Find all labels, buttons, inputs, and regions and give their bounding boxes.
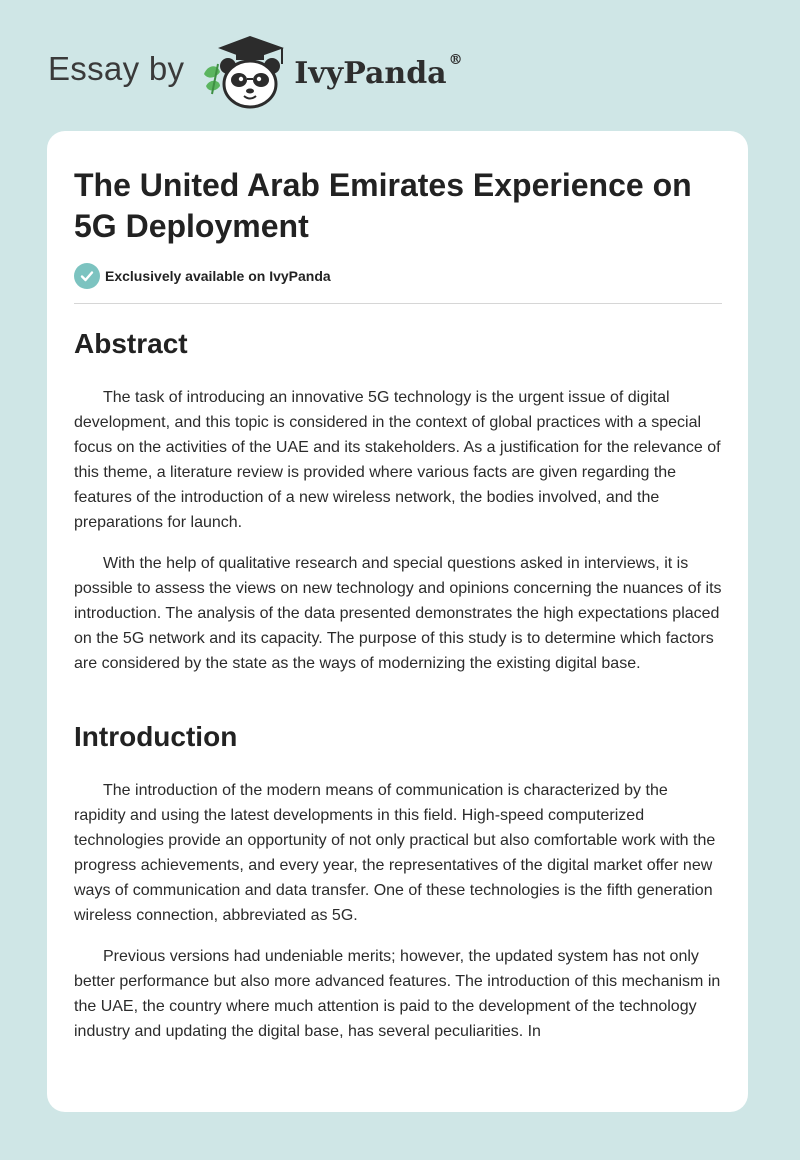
abstract-paragraph-1: The task of introducing an innovative 5G technology is the urgent issue of digital development, and this topic is considered in the context of global practices with a special focus on the activities of the UAE and its stakeholders. As a justification for the relevance of this theme, a literature review is provided where various facts are given regarding the features of the introduction of a new wireless network, the bodies involved, and the preparations for launch.: [74, 389, 721, 531]
exclusive-badge: [74, 263, 331, 289]
checkmark-icon: [74, 263, 100, 289]
brand-name[interactable]: IvyPanda ®: [294, 51, 463, 91]
introduction-paragraph-1: The introduction of the modern means of communication is characterized by the rapidity and using the latest developments in this field. High-speed computerized technologies provide an opportunity of not only practical but also comfortable work with the progress achievements, and every year, the representatives of the digital market offer new ways of communication and data transfer. One of these technologies is the fifth generation wireless connection, abbreviated as 5G.: [74, 782, 716, 924]
abstract-paragraph-2: With the help of qualitative research and special questions asked in interviews, it is possible to assess the views on new technology and opinions concerning the nuances of its introduction. The analysis of the data presented demonstrates the high expectations placed on the 5G network and its capacity. The purpose of this study is to determine which factors are considered by the state as the ways of modernizing the existing digital base.: [74, 555, 722, 672]
section-heading-abstract: Abstract: [74, 328, 188, 359]
introduction-paragraph-2: Previous versions had undeniable merits; however, the updated system has not only better performance but also more advanced features. The introduction of this mechanism in the UAE, the country where much attention is paid to the development of the technology industry and updating the digital base, has several peculiarities. In: [74, 948, 721, 1040]
essay-by-label: Essay by: [48, 50, 185, 87]
site-header: [48, 34, 508, 110]
panda-logo-icon[interactable]: [198, 34, 290, 110]
essay-title: The United Arab Emirates Experience on 5G Deployment: [74, 167, 692, 244]
exclusive-badge-text: Exclusively available on IvyPanda: [105, 268, 331, 284]
section-heading-introduction: Introduction: [74, 721, 238, 752]
divider: [74, 303, 722, 304]
registered-mark: ®: [448, 51, 463, 68]
essay-card: [47, 131, 748, 1112]
